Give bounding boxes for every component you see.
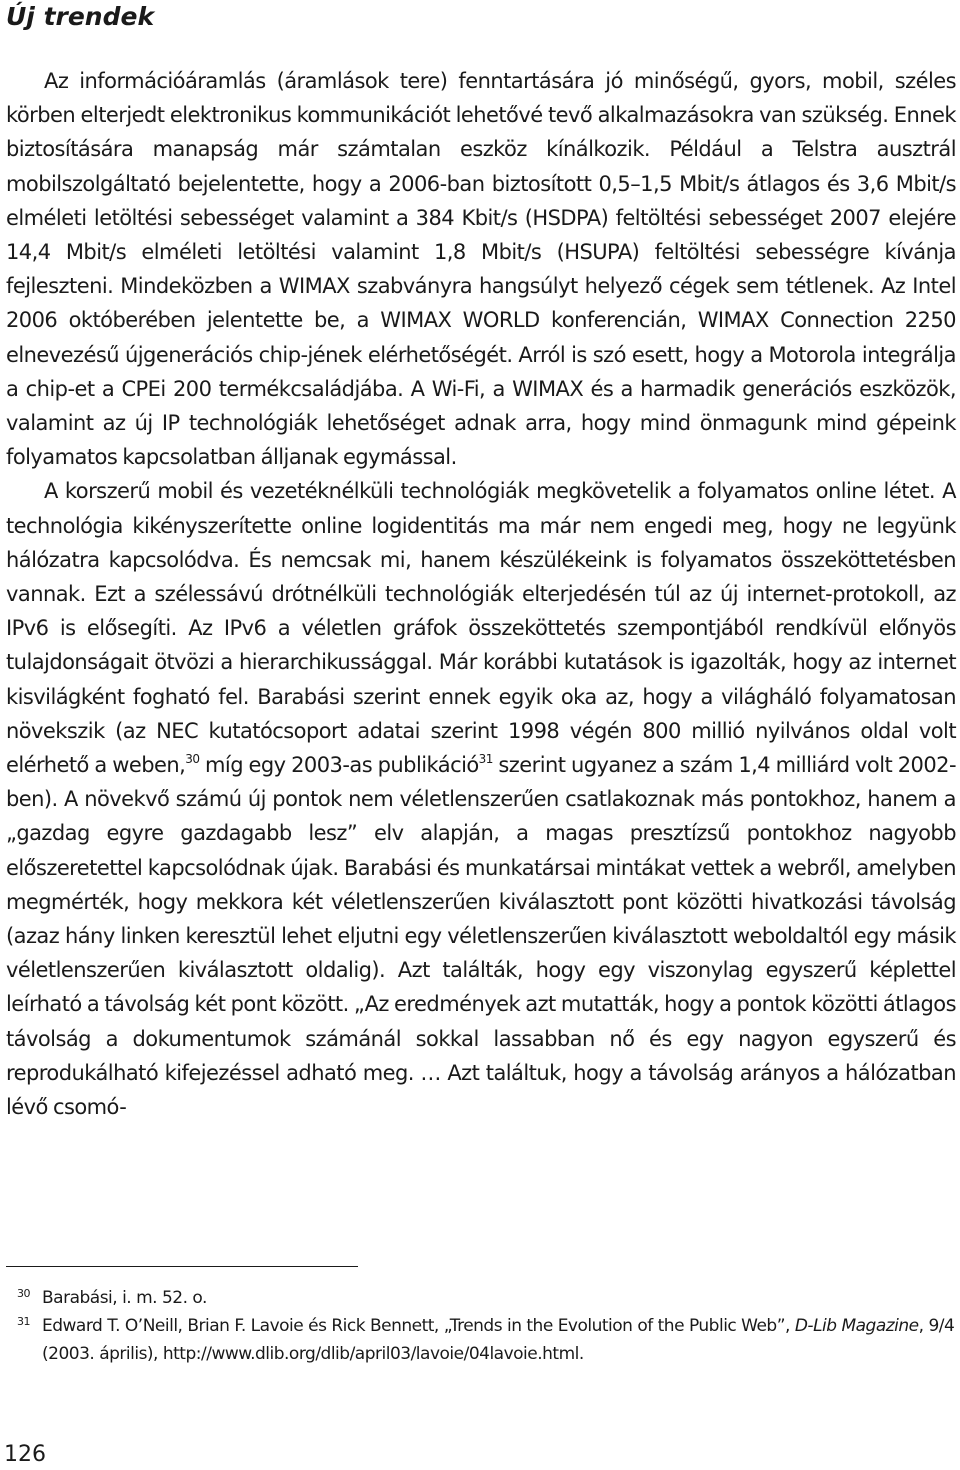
footnotes bbox=[6, 1284, 956, 1368]
paragraph-1-text: Az információáramlás (áramlások tere) fenntartására jó minőségű, gyors, mobil, széles körben elterjedt elektronikus kommunikációt lehetővé tevő alkalmazásokra van szükség. Ennek biztosítására manapság már számtalan eszköz kínálkozik. Például a Telstra ausztrál mobilszolgáltató bejelentette, hogy a 2006-ban biztosított 0,5–1,5 Mbit/s átlagos és 3,6 Mbit/s elméleti letöltési sebességet valamint a 384 Kbit/s (HSDPA) feltöltési sebességet 2007 elejére 14,4 Mbit/s elméleti letöltési valamint 1,8 Mbit/s (HSUPA) feltöltési sebességre kívánja fejleszteni. Mindeközben a WIMAX szabványra hangsúlyt helyező cégek sem tétlenek. Az Intel 2006 októberében jelentette be, a WIMAX WORLD konferencián, WIMAX Connection 2250 elnevezésű újgenerációs chip-jének elérhetőségét. Arról is szó esett, hogy a Motorola integrálja a chip-et a CPEi 200 termékcsaládjába. A Wi-Fi, a WIMAX és a harmadik generációs eszközök, valamint az új IP technológiák lehetőséget adnak arra, hogy mind önmagunk mind gépeink folyamatos kapcsolatban álljanak egymással. bbox=[6, 69, 956, 470]
footnote-text: Barabási, i. m. 52. o. bbox=[42, 1288, 207, 1308]
body-text bbox=[6, 64, 956, 1124]
paragraph-2-text-c: szerint ugyanez a szám 1,4 milliárd volt 2002-ben). A növekvő számú új pontok nem véletlenszerűen csatlakoznak más pontokhoz, hanem a „gazdag egyre gazdagabb lesz” elv alapján, a magas presztízsű pontokhoz nagyobb előszeretettel kapcsolódnak újak. Barabási és munkatársai mintákat vettek a webről, amelyben megmérték, hogy mekkora két véletlenszerűen kiválasztott pont közötti hivatkozási távolság (azaz hány linken keresztül lehet eljutni egy véletlenszerűen kiválasztott weboldaltól egy másik véletlenszerűen kiválasztott oldalig). Azt találták, hogy egy viszonylag egyszerű képlettel leírható a távolság két pont között. „Az eredmények azt mutatták, hogy a pontok közötti átlagos távolság a dokumentumok számánál sokkal lassabban nő és egy nagyon egyszerű és reprodukálható kifejezéssel adható meg. … Azt találtuk, hogy a távolság arányos a hálózatban lévő csomó- bbox=[6, 753, 956, 1120]
footnote-text-a: Edward T. O’Neill, Brian F. Lavoie és Rick Bennett, „Trends in the Evolution of the Public Web”, bbox=[42, 1316, 795, 1336]
footnote-ref-30: 30 bbox=[185, 752, 200, 767]
paragraph-2-text-b: míg egy 2003-as publikáció bbox=[199, 753, 479, 778]
footnote-text-b: , 9/4 (2003. április), http://www.dlib.org/dlib/april03/lavoie/04lavoie.html. bbox=[42, 1316, 955, 1364]
section-heading: Új trendek bbox=[6, 2, 155, 31]
paragraph-2 bbox=[6, 474, 956, 1124]
footnote-31: 31 Edward T. O’Neill, Brian F. Lavoie és Rick Bennett, „Trends in the Evolution of the Public Web”, D-Lib Magazine, 9/4 (2003. április), http://www.dlib.org/dlib/april03/lavoie/04lavoie.html. bbox=[17, 1315, 955, 1364]
footnote-divider bbox=[6, 1266, 358, 1267]
paragraph-2-text-a: A korszerű mobil és vezetéknélküli technológiák megkövetelik a folyamatos online létet. A technológia kikényszerítette online logidentitás ma már nem engedi meg, hogy ne legyünk hálózatra kapcsolódva. És nemcsak mi, hanem készülékeink is folyamatos összeköttetésben vannak. Ezt a szélessávú drótnélküli technológiák elterjedésén túl az új internet-protokoll, az IPv6 is elősegíti. Az IPv6 a véletlen gráfok összeköttetés szempontjából rendkívül előnyös tulajdonságait ötvözi a hierarchikussággal. Már korábbi kutatások is igazolták, hogy az internet kisvilágként fogható fel. Barabási szerint ennek egyik oka az, hogy a világháló folyamatosan növekszik (az NEC kutatócsoport adatai szerint 1998 végén 800 millió nyilvános oldal volt elérhető a weben, bbox=[6, 479, 956, 778]
footnote-ref-31: 31 bbox=[478, 752, 493, 767]
footnote-journal-title: D-Lib Magazine bbox=[794, 1316, 919, 1336]
footnote-30: 30 Barabási, i. m. 52. o. bbox=[17, 1287, 207, 1308]
paragraph-1 bbox=[6, 64, 956, 474]
page-number: 126 bbox=[4, 1442, 46, 1467]
